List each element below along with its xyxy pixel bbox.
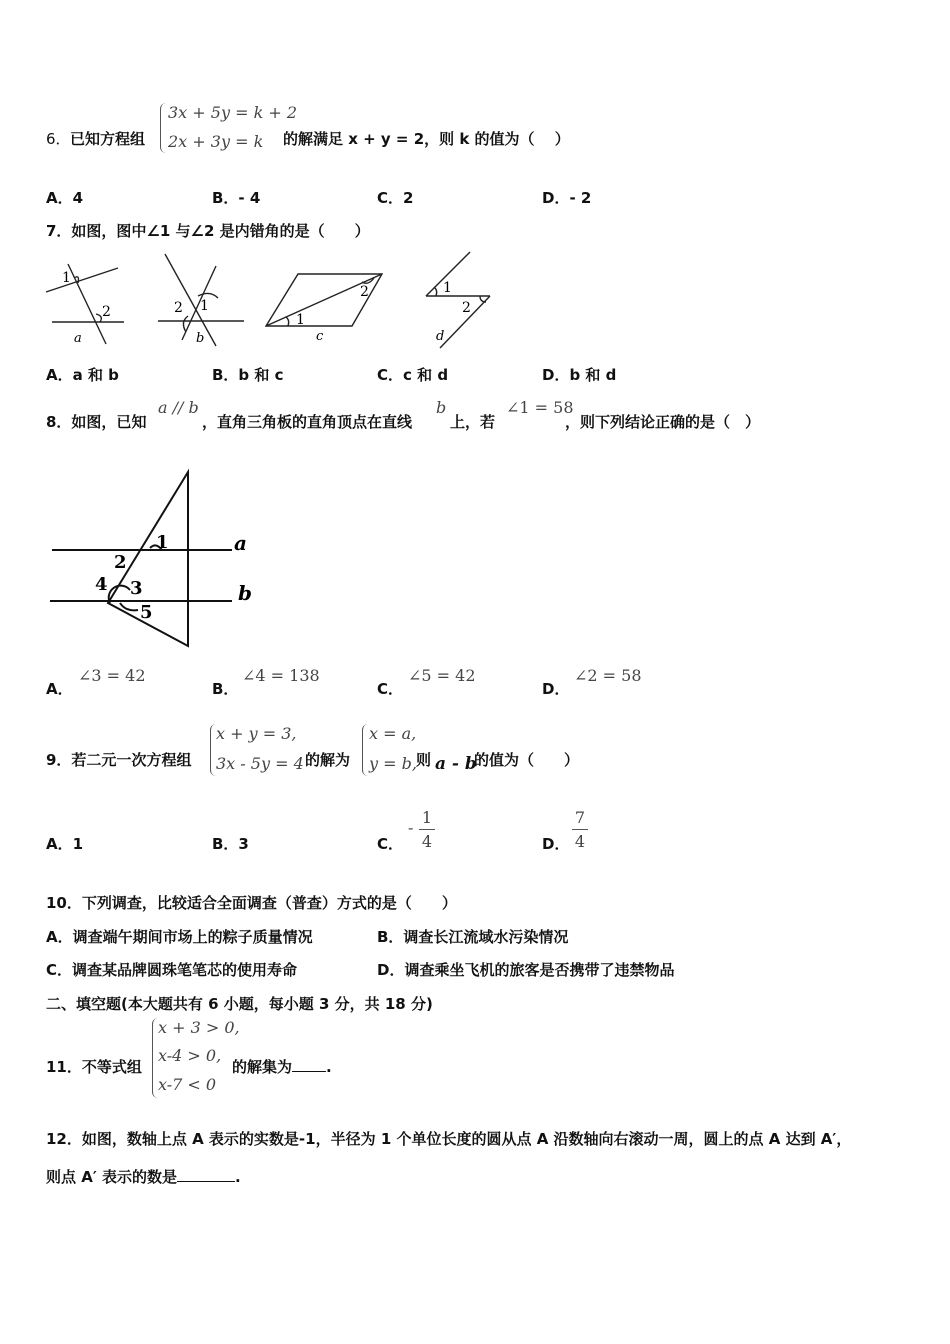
q7-option-a: A．a 和 b [46, 366, 119, 384]
q8-fig-label-5: 5 [140, 602, 153, 623]
q7-fig-b-label-b: b [196, 331, 205, 346]
q8-fig-label-a: a [234, 531, 247, 555]
q7-option-b: B．b 和 c [212, 366, 284, 384]
q11-answer-blank[interactable] [292, 1057, 326, 1072]
q6-lead: 已知方程组 [70, 130, 146, 148]
q11-lead: 11．不等式组 [46, 1058, 142, 1076]
q8-fig-label-2: 2 [114, 552, 127, 573]
q8-question-part4: ，则下列结论正确的是（ ） [565, 413, 761, 431]
q6-option-a: A．4 [46, 189, 84, 207]
q8-option-a-math: ∠3 = 42 [78, 666, 146, 685]
q8-question-part2: ，直角三角板的直角顶点在直线 [202, 413, 413, 431]
q9-option-c-numerator: 1 [421, 808, 433, 827]
q7-fig-b-label-2: 2 [174, 300, 183, 316]
q12-answer-blank[interactable] [177, 1167, 235, 1182]
q6-equation-1: 3x + 5y = k + 2 [168, 103, 298, 122]
q12-line-2-end: . [235, 1168, 241, 1186]
q8-option-b-letter: B． [212, 680, 239, 698]
q8-option-a-letter: A． [46, 680, 73, 698]
q7-figure-c [266, 274, 382, 326]
q9-system2-eq2: y = b, [369, 754, 417, 773]
q10-option-c: C．调查某品牌圆珠笔笔芯的使用寿命 [46, 961, 298, 979]
q6-equation-2: 2x + 3y = k [168, 132, 264, 151]
q9-lead: 9．若二元一次方程组 [46, 751, 192, 769]
q7-fig-a-label-a: a [74, 331, 82, 346]
q7-fig-a-label-2: 2 [102, 304, 111, 320]
q9-option-c-fraction [419, 808, 435, 851]
q9-option-d-numerator: 7 [574, 808, 586, 827]
q9-system1-eq1: x + y = 3, [216, 724, 297, 743]
q9-system1-eq2: 3x - 5y = 4 [216, 754, 304, 773]
q7-option-d: D．b 和 d [542, 366, 617, 384]
q10-question: 10．下列调查，比较适合全面调查（普查）方式的是（ ） [46, 894, 457, 912]
q7-fig-d-label-2: 2 [462, 300, 471, 316]
q8-fig-label-b: b [238, 581, 252, 605]
q12-line-1: 12．如图，数轴上点 A 表示的实数是-1，半径为 1 个单位长度的圆从点 A 沿数轴向右滚动一周，圆上的点 A 达到 A′， [46, 1130, 852, 1148]
q8-question-part3: 上，若 [450, 413, 496, 431]
q6-option-d: D．- 2 [542, 189, 592, 207]
q10-option-b: B．调查长江流域水污染情况 [377, 928, 569, 946]
q8-figure [46, 460, 286, 650]
q6-option-b: B．- 4 [212, 189, 261, 207]
q9-option-a: A．1 [46, 835, 84, 853]
q6-option-c: C．2 [377, 189, 414, 207]
q7-fig-d-label-1: 1 [443, 280, 452, 296]
q7-fig-c-label-1: 1 [296, 312, 305, 328]
q7-question: 7．如图，图中∠1 与∠2 是内错角的是（ ） [46, 222, 370, 240]
q8-math-angle1: ∠1 = 58 [506, 398, 574, 417]
q12-line-2-text: 则点 A′ 表示的数是 [46, 1168, 178, 1186]
q7-fig-c-label-c: c [316, 329, 324, 344]
q8-option-c-math: ∠5 = 42 [408, 666, 476, 685]
q8-question-part1: 8．如图，已知 [46, 413, 147, 431]
q9-tail: 的值为（ ） [474, 751, 580, 769]
q7-fig-b-label-1: 1 [200, 298, 209, 314]
q9-system2-brace [362, 724, 369, 776]
q10-option-d: D．调查乘坐飞机的旅客是否携带了违禁物品 [377, 961, 675, 979]
q11-tail-end: . [326, 1058, 332, 1076]
q9-expression: a - b [435, 754, 477, 774]
q9-option-d-letter: D． [542, 835, 570, 853]
q9-mid: 的解为 [305, 751, 351, 769]
q9-option-d-denominator: 4 [574, 832, 586, 851]
q11-inequality-2: x-4 > 0, [158, 1046, 222, 1065]
q10-option-a: A．调查端午期间市场上的粽子质量情况 [46, 928, 313, 946]
q7-fig-d-label-d: d [436, 329, 445, 344]
q8-fig-label-1: 1 [156, 532, 169, 553]
q12-line-2 [46, 1166, 241, 1187]
q7-fig-a-label-1: 1 [62, 270, 71, 286]
q9-option-c-letter: C． [377, 835, 404, 853]
q7-fig-c-label-2: 2 [360, 284, 369, 300]
q9-option-c-denominator: 4 [421, 832, 433, 851]
q8-option-d-letter: D． [542, 680, 570, 698]
q9-then: 则 [416, 751, 432, 769]
q8-option-c-letter: C． [377, 680, 404, 698]
q8-fig-label-3: 3 [130, 578, 143, 599]
q11-tail [232, 1056, 332, 1077]
q11-inequality-3: x-7 < 0 [158, 1075, 217, 1094]
q9-system2-eq1: x = a, [369, 724, 417, 743]
q6-system-brace [160, 103, 167, 153]
q8-math-parallel: a // b [158, 398, 199, 417]
q6-tail: 的解满足 x + y = 2，则 k 的值为（ ） [283, 130, 570, 148]
q11-tail-text: 的解集为 [232, 1058, 293, 1076]
q7-figure-a [46, 264, 124, 344]
q8-option-b-math: ∠4 = 138 [242, 666, 320, 685]
q6-number: 6． [46, 130, 71, 148]
section-2-heading: 二、填空题(本大题共有 6 小题，每小题 3 分，共 18 分) [46, 995, 433, 1013]
q8-option-d-math: ∠2 = 58 [574, 666, 642, 685]
q8-math-line-b: b [436, 398, 447, 417]
q7-option-c: C．c 和 d [377, 366, 449, 384]
q9-option-c-sign: - [408, 818, 414, 837]
q7-figures [40, 250, 510, 350]
q9-option-b: B．3 [212, 835, 249, 853]
q11-inequality-1: x + 3 > 0, [158, 1018, 240, 1037]
q9-option-d-fraction [572, 808, 588, 851]
q8-fig-label-4: 4 [95, 574, 108, 595]
